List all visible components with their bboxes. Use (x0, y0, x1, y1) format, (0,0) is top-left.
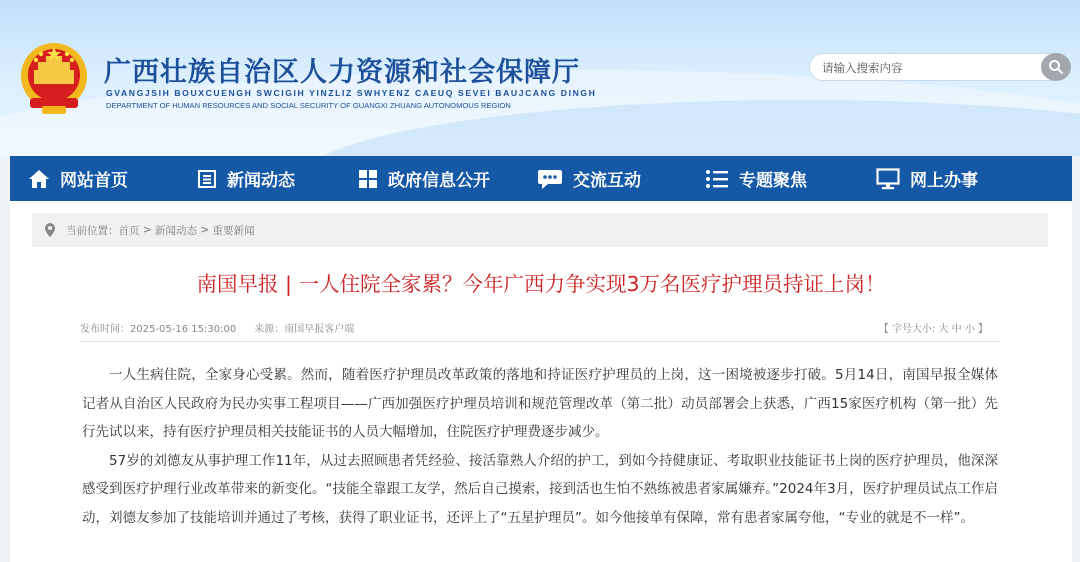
article-paragraph: 一人生病住院，全家身心受累。然而，随着医疗护理员改革政策的落地和持证医疗护理员的上岗，这一困境被逐步打破。5月14日，南国早报全媒体记者从自治区人民政府为民办实事工程项目——广西加强医疗护理员培训和规范管理改革（第二批）动员部署会上获悉，广西15家医疗机构（第一批）先行先试以来，持有医疗护理员相关技能证书的人员大幅增加，住院医疗护理费逐步减少。 (82, 367, 998, 440)
article-title: 南国早报 | 一人住院全家累？今年广西力争实现3万名医疗护理员持证上岗！ (196, 272, 886, 296)
publish-time: 2025-05-16 15:30:00 (130, 324, 237, 335)
article-body (82, 361, 998, 532)
home-icon (28, 169, 50, 189)
breadcrumb-separator: > (196, 224, 213, 236)
site-title: 广西壮族自治区人力资源和社会保障厅 (104, 57, 580, 88)
main-nav (10, 156, 1072, 201)
breadcrumb-news[interactable]: 新闻动态 (154, 224, 197, 237)
nav-label: 新闻动态 (227, 171, 295, 191)
breadcrumb (32, 213, 1048, 247)
search-input[interactable] (822, 58, 1032, 78)
nav-label: 网上办事 (910, 171, 978, 191)
search-button[interactable] (1041, 53, 1071, 81)
site-pinyin-subtitle: GVANGJSIH BOUXCUENGH SWCIGIH YINZLIZ SWHYENZ CAEUQ SEVEI BAUJCANG DINGH (106, 88, 597, 98)
site-header (0, 0, 1080, 156)
breadcrumb-home[interactable]: 首页 (118, 224, 140, 237)
nav-item-news[interactable] (197, 156, 295, 201)
breadcrumb-prefix: 当前位置： (66, 224, 119, 237)
breadcrumb-separator: > (139, 224, 155, 236)
national-emblem-icon (16, 40, 92, 118)
grid-icon (358, 169, 378, 189)
location-pin-icon (44, 222, 56, 238)
news-icon (197, 169, 217, 189)
nav-item-home[interactable] (28, 156, 128, 201)
nav-label: 专题聚焦 (739, 171, 807, 191)
article-paragraph: 57岁的刘德友从事护理工作11年，从过去照顾患者凭经验、接活靠熟人介绍的护工，到如今持健康证、考取职业技能证书上岗的医疗护理员，他深深感受到医疗护理行业改革带来的新变化。“技能全靠跟工友学，然后自己摸索，接到活也生怕不熟练被患者家属嫌弃。”2024年3月，医疗护理员试点工作启动，刘德友参加了技能培训并通过了考核，获得了职业证书，还评上了“五星护理员”。如今他接单有保障，常有患者家属夸他，“专业的就是不一样”。 (82, 452, 998, 526)
nav-item-online-services[interactable] (876, 156, 978, 201)
divider (80, 341, 1000, 342)
site-english-subtitle: DEPARTMENT OF HUMAN RESOURCES AND SOCIAL SECURITY OF GUANGXI ZHUANG AUTONOMOUS REGION (106, 101, 511, 110)
font-size-control[interactable]: 【 字号大小: 大 中 小 】 (878, 324, 988, 335)
main-content (10, 201, 1072, 562)
nav-label: 交流互动 (573, 171, 641, 191)
search-icon (1048, 59, 1064, 75)
chat-icon (537, 168, 563, 190)
article-meta (80, 320, 1000, 336)
publish-time-label: 发布时间： (80, 324, 130, 335)
nav-item-topics[interactable] (705, 156, 807, 201)
search-box (809, 53, 1071, 81)
nav-item-gov-info[interactable] (358, 156, 490, 201)
list-icon (705, 169, 729, 189)
nav-item-interaction[interactable] (537, 156, 641, 201)
breadcrumb-important-news[interactable]: 重要新闻 (212, 224, 255, 237)
source-label: 来源： (254, 324, 285, 335)
monitor-icon (876, 168, 900, 190)
nav-label: 政府信息公开 (388, 171, 490, 191)
article-source: 南国早报客户端 (284, 324, 355, 335)
nav-label: 网站首页 (60, 171, 128, 191)
